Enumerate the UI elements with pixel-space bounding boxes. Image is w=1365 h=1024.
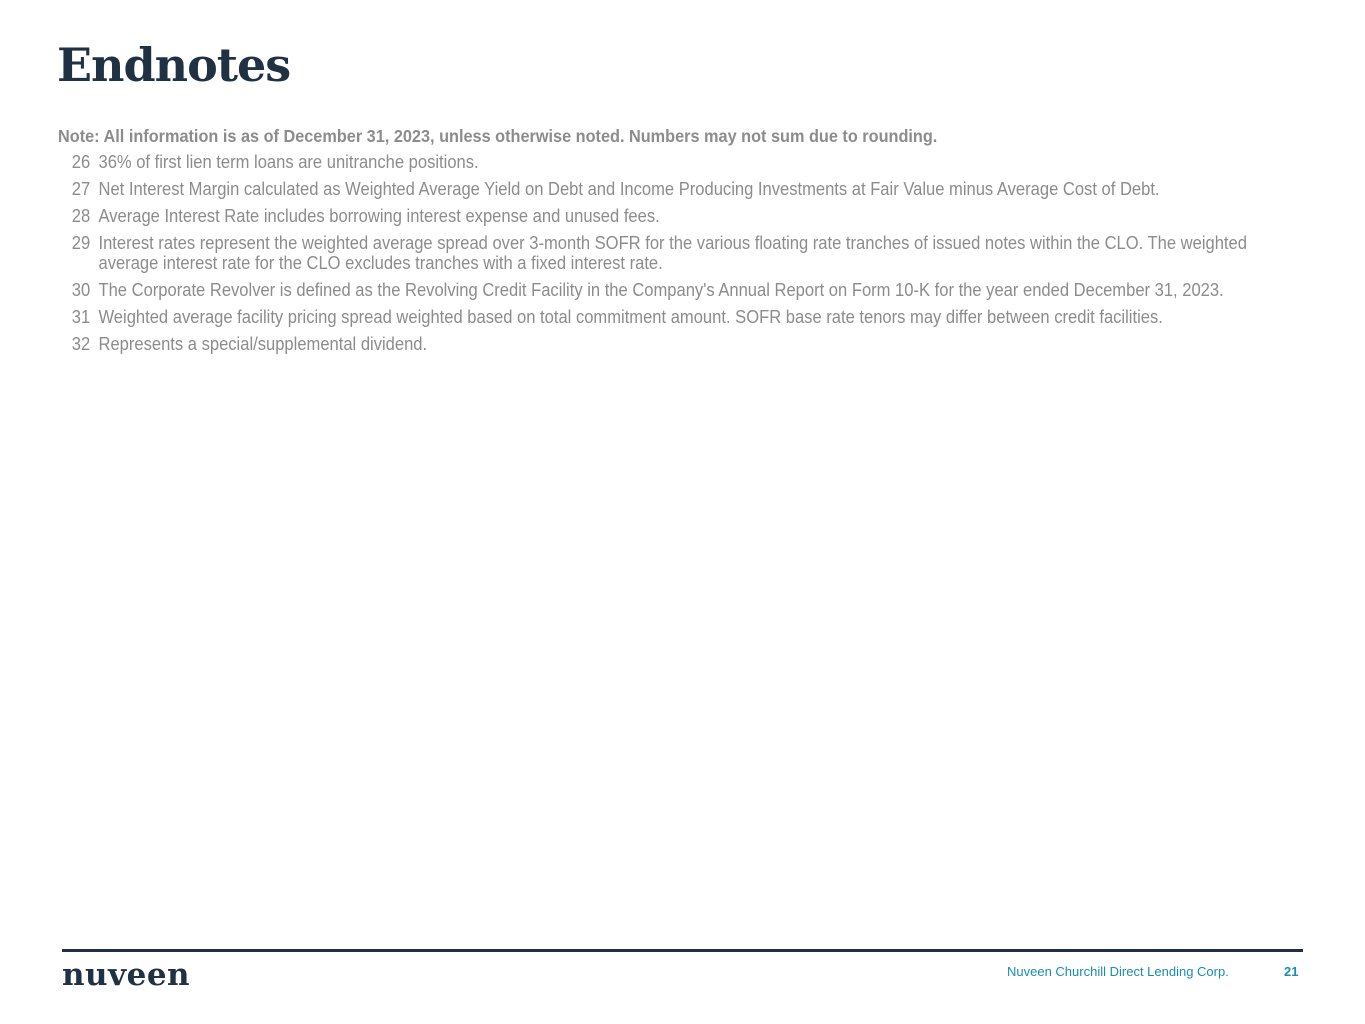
endnote-number: 30 <box>71 280 91 300</box>
endnote-number: 31 <box>71 307 91 327</box>
endnote-item <box>58 152 1263 172</box>
endnote-number: 32 <box>71 334 91 354</box>
endnote-item <box>58 233 1263 273</box>
endnote-item <box>58 334 1263 354</box>
endnote-number: 26 <box>71 152 91 172</box>
nuveen-logo: nuveen <box>62 957 191 993</box>
endnote-item <box>58 280 1263 300</box>
endnote-item <box>58 179 1263 199</box>
page-number: 21 <box>1284 964 1299 979</box>
endnote-text: Interest rates represent the weighted average spread over 3-month SOFR for the various floating rate tranches of issued notes within the CLO. The weighted average interest rate for the CLO excludes tranches with a fixed interest rate. <box>98 233 1247 273</box>
endnote-number: 28 <box>71 206 91 226</box>
endnote-text: The Corporate Revolver is defined as the Revolving Credit Facility in the Company's Annual Report on Form 10-K for the year ended December 31, 2023. <box>98 280 1224 300</box>
page-title: Endnotes <box>57 38 291 92</box>
endnote-text: 36% of first lien term loans are unitranche positions. <box>98 152 479 172</box>
footer-company-name: Nuveen Churchill Direct Lending Corp. <box>1007 964 1229 979</box>
endnote-item <box>58 206 1263 226</box>
endnote-text: Net Interest Margin calculated as Weighted Average Yield on Debt and Income Producing Investments at Fair Value minus Average Cost of Debt. <box>98 179 1160 199</box>
endnote-number: 27 <box>71 179 91 199</box>
endnotes-list <box>58 152 1263 361</box>
footer-divider <box>62 949 1303 952</box>
endnote-text: Represents a special/supplemental dividend. <box>98 334 428 354</box>
endnote-item <box>58 307 1263 327</box>
endnote-text: Average Interest Rate includes borrowing interest expense and unused fees. <box>98 206 660 226</box>
endnote-number: 29 <box>71 233 91 253</box>
endnote-text: Weighted average facility pricing spread weighted based on total commitment amount. SOFR base rate tenors may differ between credit facilities. <box>98 307 1163 327</box>
general-note: Note: All information is as of December 31, 2023, unless otherwise noted. Numbers may not sum due to rounding. <box>58 126 938 146</box>
